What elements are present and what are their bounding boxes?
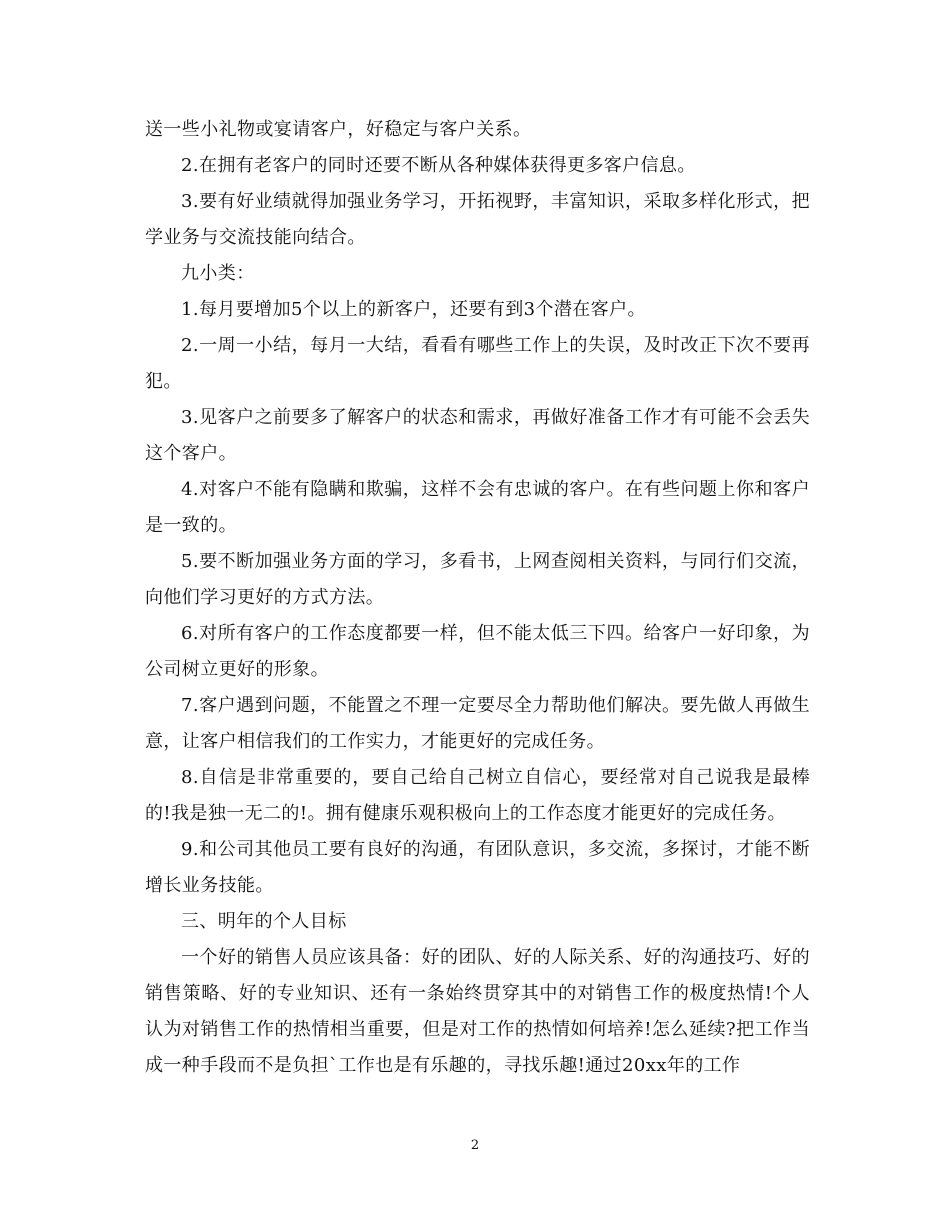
paragraph-continuation: 送一些小礼物或宴请客户，好稳定与客户关系。	[145, 119, 532, 140]
paragraph-list-item-6: 6.对所有客户的工作态度都要一样，但不能太低三下四。给客户一好印象，为公司树立更好的形象。	[145, 623, 810, 680]
paragraph-list-item-9: 9.和公司其他员工要有良好的沟通，有团队意识，多交流，多探讨，才能不断增长业务技能。	[145, 839, 810, 896]
document-body	[145, 112, 810, 1084]
section-heading-next-year-goals: 三、明年的个人目标	[181, 911, 347, 932]
paragraph-sales-qualities: 一个好的销售人员应该具备：好的团队、好的人际关系、好的沟通技巧、好的销售策略、好的专业知识、还有一条始终贯穿其中的对销售工作的极度热情!个人认为对销售工作的热情相当重要，但是对工作的热情如何培养!怎么延续?把工作当成一种手段而不是负担`工作也是有乐趣的，寻找乐趣!通过20xx年的工作	[145, 947, 810, 1076]
paragraph-list-item-7: 7.客户遇到问题，不能置之不理一定要尽全力帮助他们解决。要先做人再做生意，让客户相信我们的工作实力，才能更好的完成任务。	[145, 695, 810, 752]
paragraph-list-item-5: 5.要不断加强业务方面的学习，多看书，上网查阅相关资料，与同行们交流，向他们学习更好的方式方法。	[145, 551, 810, 608]
paragraph-item-3-learning: 3.要有好业绩就得加强业务学习，开拓视野，丰富知识，采取多样化形式，把学业务与交流技能向结合。	[145, 191, 810, 248]
paragraph-list-item-1: 1.每月要增加5个以上的新客户，还要有到3个潜在客户。	[181, 299, 646, 320]
paragraph-list-item-2: 2.一周一小结，每月一大结，看看有哪些工作上的失误，及时改正下次不要再犯。	[145, 335, 810, 392]
paragraph-list-item-3: 3.见客户之前要多了解客户的状态和需求，再做好准备工作才有可能不会丢失这个客户。	[145, 407, 810, 464]
section-heading-nine-categories: 九小类：	[181, 263, 255, 284]
paragraph-list-item-8: 8.自信是非常重要的，要自己给自己树立自信心，要经常对自己说我是最棒的!我是独一无二的!。拥有健康乐观积极向上的工作态度才能更好的完成任务。	[145, 767, 810, 824]
paragraph-item-2-media: 2.在拥有老客户的同时还要不断从各种媒体获得更多客户信息。	[181, 155, 696, 176]
paragraph-list-item-4: 4.对客户不能有隐瞒和欺骗，这样不会有忠诚的客户。在有些问题上你和客户是一致的。	[145, 479, 810, 536]
page-number: 2	[470, 1138, 480, 1153]
